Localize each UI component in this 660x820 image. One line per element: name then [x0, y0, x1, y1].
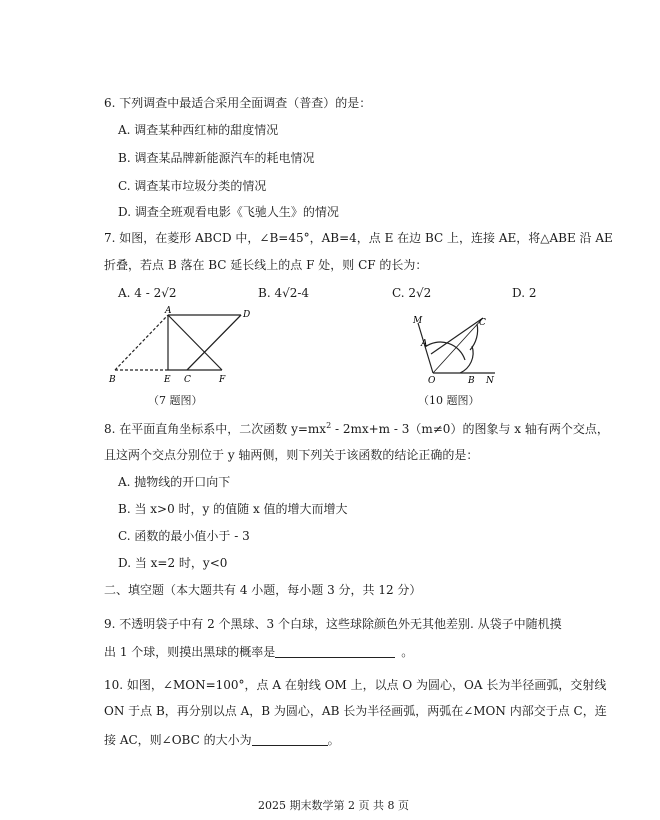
fig10-label-o: O	[428, 376, 436, 386]
q7-option-b: B. 4√2-4	[258, 286, 310, 300]
q7-line1: 7. 如图，在菱形 ABCD 中，∠B=45°，AB=4，点 E 在边 BC 上，连接 AE，将△ABE 沿 AE	[104, 231, 613, 245]
q8-line1-b: - 2mx+m - 3（m≠0）的图象与 x 轴有两个交点，	[331, 422, 609, 436]
q6-option-b: B. 调查某品牌新能源汽车的耗电情况	[118, 151, 315, 165]
fig7-label-f: F	[219, 375, 226, 385]
fig7-label-d: D	[243, 310, 251, 320]
q7-option-c: C. 2√2	[392, 286, 432, 300]
q8-option-a: A. 抛物线的开口向下	[118, 475, 231, 489]
fig10-label-n: N	[486, 376, 494, 386]
fig7-label-a: A	[165, 306, 172, 316]
q10-line3-b: 。	[327, 733, 340, 747]
q9-line2-b: 。	[401, 645, 414, 659]
fig10-label-b: B	[468, 376, 475, 386]
fig10-label-c: C	[479, 318, 486, 328]
q8-option-c: C. 函数的最小值小于 - 3	[118, 529, 250, 543]
page-footer: 2025 期末数学第 2 页 共 8 页	[258, 799, 409, 812]
figure-7	[105, 305, 275, 390]
figure-10	[405, 310, 505, 390]
q9-line2	[104, 645, 413, 658]
q8-exponent: 2	[326, 421, 332, 430]
q6-stem: 6. 下列调查中最适合采用全面调查（普查）的是：	[104, 96, 372, 110]
q9-line2-a: 出 1 个球，则摸出黑球的概率是	[104, 645, 276, 659]
q8-option-b: B. 当 x>0 时，y 的值随 x 值的增大而增大	[118, 502, 348, 516]
fig10-caption: （10 题图）	[418, 394, 480, 407]
section-2-heading: 二、填空题（本大题共有 4 小题，每小题 3 分，共 12 分）	[104, 583, 422, 597]
fig7-label-c: C	[184, 375, 191, 385]
q7-option-a: A. 4 - 2√2	[118, 286, 177, 300]
q10-line2: ON 于点 B，再分别以点 A，B 为圆心，AB 长为半径画弧，两弧在∠MON 内部交于点 C，连	[104, 704, 607, 718]
fig7-label-e: E	[164, 375, 171, 385]
fig10-label-m: M	[413, 316, 423, 326]
q8-option-d: D. 当 x=2 时，y<0	[118, 556, 228, 570]
q6-option-d: D. 调查全班观看电影《飞驰人生》的情况	[118, 205, 339, 219]
q10-line3-a: 接 AC，则∠OBC 的大小为	[104, 733, 252, 747]
q8-line2: 且这两个交点分别位于 y 轴两侧，则下列关于该函数的结论正确的是：	[104, 448, 479, 462]
fig7-label-b: B	[109, 375, 116, 385]
q8-line1	[104, 422, 609, 435]
q6-option-c: C. 调查某市垃圾分类的情况	[118, 179, 267, 193]
fig10-label-a: A	[421, 339, 428, 349]
fig7-caption: （7 题图）	[148, 394, 203, 407]
q7-option-d: D. 2	[512, 286, 537, 300]
q9-line1: 9. 不透明袋子中有 2 个黑球、3 个白球，这些球除颜色外无其他差别. 从袋子中随机摸	[104, 617, 562, 631]
q10-line3	[104, 733, 340, 746]
q8-line1-a: 8. 在平面直角坐标系中，二次函数 y=mx	[104, 422, 327, 436]
q7-line2: 折叠，若点 B 落在 BC 延长线上的点 F 处，则 CF 的长为：	[104, 258, 428, 272]
q9-answer-blank[interactable]	[275, 645, 395, 658]
q10-answer-blank[interactable]	[252, 733, 328, 746]
q10-line1: 10. 如图，∠MON=100°，点 A 在射线 OM 上，以点 O 为圆心，OA 长为半径画弧，交射线	[104, 678, 607, 692]
q6-option-a: A. 调查某种西红柿的甜度情况	[118, 123, 279, 137]
